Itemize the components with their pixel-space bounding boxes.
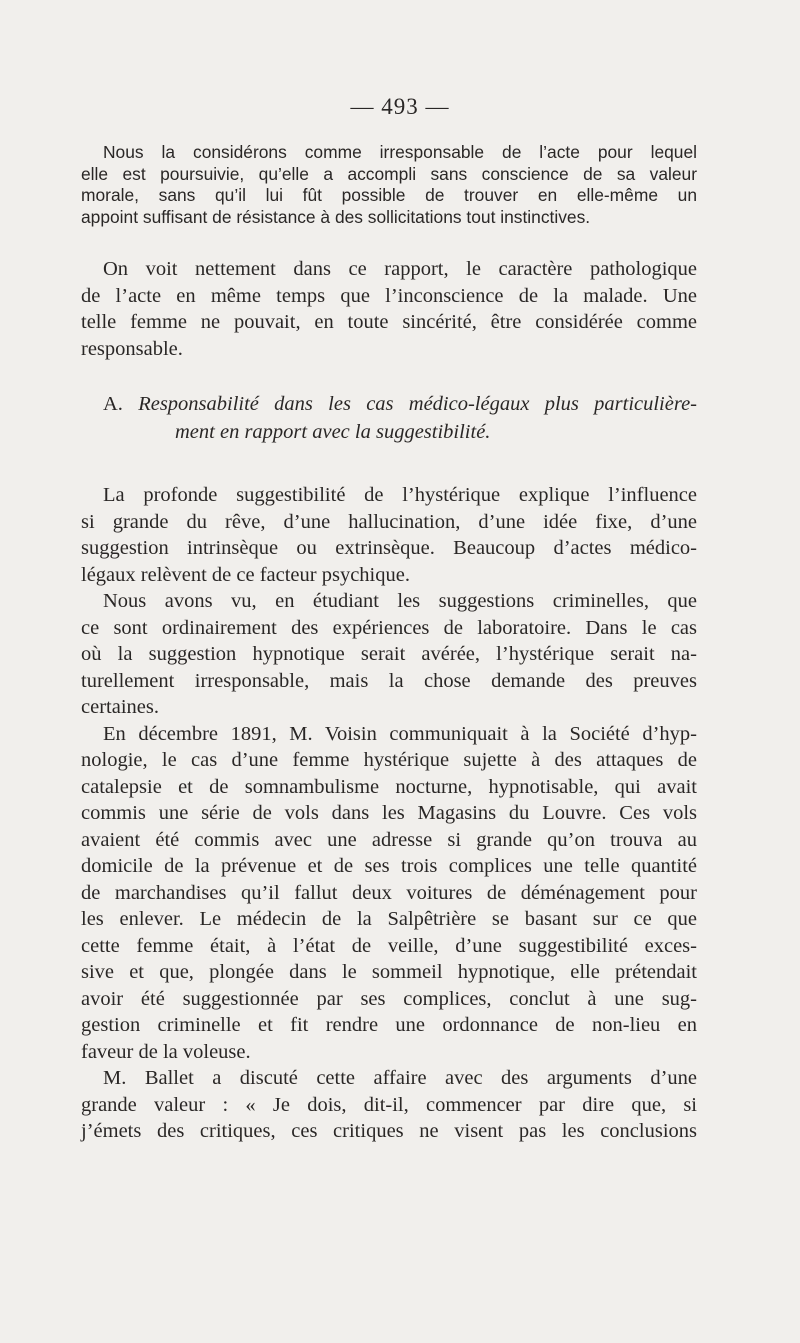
paragraph-2 xyxy=(81,256,697,362)
text-line: La profonde suggestibilité de l’hystérique explique l’influence xyxy=(103,484,697,506)
text-line: domicile de la prévenue et de ses trois complices une telle quantité xyxy=(81,855,697,877)
text-line: si grande du rêve, d’une hallucination, d’une idée fixe, d’une xyxy=(81,510,697,533)
text-line: légaux relèvent de ce facteur psychique. xyxy=(81,563,410,586)
text-line: avoir été suggestionnée par ses complices, conclut à une sug- xyxy=(81,987,697,1010)
text-line: telle femme ne pouvait, en toute sincérité, être considérée comme xyxy=(81,311,697,333)
text-line: turellement irresponsable, mais la chose demande des preuves xyxy=(81,669,697,692)
text-line: suggestion intrinsèque ou extrinsèque. Beaucoup d’actes médico- xyxy=(81,537,697,559)
text-line: En décembre 1891, M. Voisin communiquait à la Société d’hyp- xyxy=(103,722,697,745)
text-line: catalepsie et de somnambulisme nocturne, hypnotisable, qui avait xyxy=(81,775,697,798)
text-line: ce sont ordinairement des expériences de laboratoire. Dans le cas xyxy=(81,616,697,639)
text-line: avaient été commis avec une adresse si grande qu’on trouva au xyxy=(81,828,697,851)
text-line: M. Ballet a discuté cette affaire avec des arguments d’une xyxy=(103,1067,697,1089)
text-line: gestion criminelle et fit rendre une ordonnance de non-lieu en xyxy=(81,1014,697,1036)
page-number: — 493 — xyxy=(350,94,450,119)
text-line: On voit nettement dans ce rapport, le caractère pathologique xyxy=(103,258,697,280)
text-line: appoint suffisant de résistance à des sollicitations tout instinctives. xyxy=(81,206,591,227)
text-line: nologie, le cas d’une femme hystérique sujette à des attaques de xyxy=(81,749,697,771)
text-line: faveur de la voleuse. xyxy=(81,1040,251,1063)
heading-line xyxy=(81,390,697,418)
text-line: certaines. xyxy=(81,696,159,718)
section-heading xyxy=(81,390,697,446)
paragraph-1 xyxy=(81,142,697,228)
text-line: commis une série de vols dans les Magasins du Louvre. Ces vols xyxy=(81,802,697,824)
text-line: Nous avons vu, en étudiant les suggestions criminelles, que xyxy=(103,590,697,612)
text-line: grande valeur : « Je dois, dit-il, commencer par dire que, si xyxy=(81,1093,697,1116)
section-label: A. xyxy=(103,393,123,415)
text-line: Nous la considérons comme irresponsable de l’acte pour lequel xyxy=(103,142,697,162)
text-line: elle est poursuivie, qu’elle a accompli sans conscience de sa valeur xyxy=(81,163,697,184)
text-line: sive et que, plongée dans le sommeil hypnotique, elle prétendait xyxy=(81,961,697,983)
text-line: les enlever. Le médecin de la Salpêtrière se basant sur ce que xyxy=(81,908,697,930)
text-line: de marchandises qu’il fallut deux voitures de déménagement pour xyxy=(81,881,697,904)
heading-text: Responsabilité dans les cas médico-légaux plus particulière- xyxy=(138,393,697,415)
text-line: cette femme était, à l’état de veille, d’une suggestibilité exces- xyxy=(81,934,697,957)
text-line: où la suggestion hypnotique serait avérée, l’hystérique serait na- xyxy=(81,643,697,665)
text-line: j’émets des critiques, ces critiques ne visent pas les conclusions xyxy=(81,1120,697,1142)
text-line: morale, sans qu’il lui fût possible de trouver en elle-même un xyxy=(81,185,697,205)
text-line: responsable. xyxy=(81,337,183,360)
heading-line: ment en rapport avec la suggestibilité. xyxy=(175,421,491,443)
text-line: de l’acte en même temps que l’inconscience de la malade. Une xyxy=(81,284,697,307)
body-text xyxy=(81,482,697,1145)
